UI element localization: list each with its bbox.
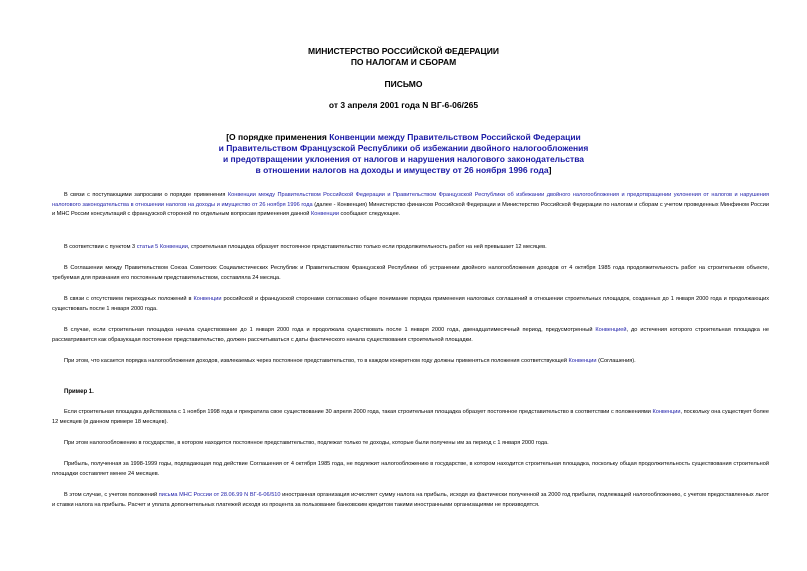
paragraph-6: При этом, что касается порядка налогообложения доходов, извлекаемых через постоянное представительство, то в каждом конкретном году должны применяться положения соответствующей Конвенции (Соглашения).	[64, 358, 636, 364]
ministry-line-2: ПО НАЛОГАМ И СБОРАМ	[350, 57, 457, 67]
paragraph-1: В связи с поступающими запросами о порядке применения Конвенции между Правительством Российской Федерации и Правительством Французской Республики об избежании двойного налогообложения и предотвращении уклонения от налогов и нарушения налогового законодательства в отношении налогов на доходы и имущество от 26 ноября 1996 года (далее - Конвенция) Министерство финансов Российской Федерации и Министерство Российской Федерации по налогам и сборам с учетом проведенных Минфином России и МНС России консультаций с французской стороной по отдельным вопросам применения данной Конвенции сообщают следующее.	[52, 192, 769, 218]
title-convention-link-3[interactable]: и предотвращении уклонения от налогов и нарушения налогового законодательства	[222, 154, 585, 164]
convention-link-p7[interactable]: Конвенции	[652, 409, 681, 415]
paragraph-7: Если строительная площадка действовала с 1 ноября 1998 года и прекратила свое существование 30 апреля 2000 года, такая строительная площадка образует постоянное представительство в соответствии с положениями Конвенции, поскольку она существует более 12 месяцев (в данном примере 18 месяцев).	[52, 409, 769, 425]
paragraph-10: В этом случае, с учетом положений письма МНС России от 28.06.99 N ВГ-6-06/510 иностранная организация исчисляет сумму налога на прибыль, исходя из фактически полученной за 2000 год прибыли, подлежащей налогообложению, с учетом предоставленных льгот и ставки налога на прибыль. Расчет и уплата дополнительных платежей исходя из процента за пользование банковским кредитом такими иностранными организациями не производятся.	[52, 492, 770, 508]
title-suffix: ]	[548, 165, 552, 175]
example-heading: Пример 1.	[64, 389, 94, 395]
paragraph-8: При этом налогообложению в государстве, в котором находится постоянное представительство, подлежат только те доходы, которые были получены им за период с 1 января 2000 года.	[64, 440, 549, 446]
paragraph-5: В случае, если строительная площадка начала существование до 1 января 2000 года и продолжала существовать после 1 января 2000 года, двенадцатимесячный период, предусмотренный Конвенцией, до истечения которого строительная площадка не рассматривается как образующая постоянное представительство, должен рассчитываться с даты фактического начала существования строительной площадки.	[52, 327, 769, 343]
paragraph-9: Прибыль, полученная за 1998-1999 годы, подпадающая под действие Соглашения от 4 октября 1985 года, не подлежит налогообложению в государстве, в котором находится строительная площадка, поскольку общая продолжительность существования строительной площадки составляет менее 24 месяцев.	[52, 461, 769, 477]
mns-letter-link[interactable]: письма МНС России от 28.06.99 N ВГ-6-06/510	[158, 492, 281, 498]
ministry-line-1: МИНИСТЕРСТВО РОССИЙСКОЙ ФЕДЕРАЦИИ	[308, 46, 499, 56]
title-convention-link-2[interactable]: и Правительством Французской Республики об избежании двойного налогообложения	[218, 143, 589, 153]
paragraph-2: В соответствии с пунктом 3 статьи 5 Конвенции, строительная площадка образует постоянное представительство только если продолжительность работ на ней превышает 12 месяцев.	[64, 244, 547, 250]
document-type: ПИСЬМО	[384, 79, 423, 89]
title-convention-link-4[interactable]: в отношении налогов на доходы и имуществу от 26 ноября 1996 года	[255, 165, 549, 175]
convention-link-p6[interactable]: Конвенции	[568, 358, 597, 364]
document-date-number: от 3 апреля 2001 года N ВГ-6-06/265	[328, 100, 479, 110]
ministry-name	[0, 46, 807, 68]
convention-link-p4[interactable]: Конвенции	[193, 296, 222, 302]
title-convention-link-1[interactable]: Конвенции между Правительством Российской Федерации	[329, 132, 581, 142]
paragraph-3: В Соглашении между Правительством Союза Советских Социалистических Республик и Правительством Французской Республики об устранении двойного налогообложения доходов от 4 октября 1985 года продолжительность работ на строительном объекте, требуемая для признания его постоянным представительством, составляла 24 месяца.	[52, 265, 769, 281]
paragraph-4: В связи с отсутствием переходных положений в Конвенции российской и французской сторонами согласовано общее понимание порядка применения налоговых соглашений в отношении строительных площадок, созданных до 1 января 2000 года и продолжающих существовать после 1 января 2000 года.	[52, 296, 769, 312]
convention-link-p5[interactable]: Конвенцией	[595, 327, 627, 333]
convention-link-short[interactable]: Конвенции	[310, 211, 339, 218]
document-title	[0, 132, 807, 176]
article-5-link[interactable]: статьи 5 Конвенции	[136, 244, 188, 250]
convention-link[interactable]: Конвенции между Правительством Российской Федерации и Правительством Французской Республики об избежании двойного налогообложения и предотвращении уклонения от налогов и нарушения налогового законодательства в отношении налогов на доходы и имущество от 26 ноября 1996 года	[52, 192, 769, 208]
title-prefix: [О порядке применения	[226, 132, 330, 142]
